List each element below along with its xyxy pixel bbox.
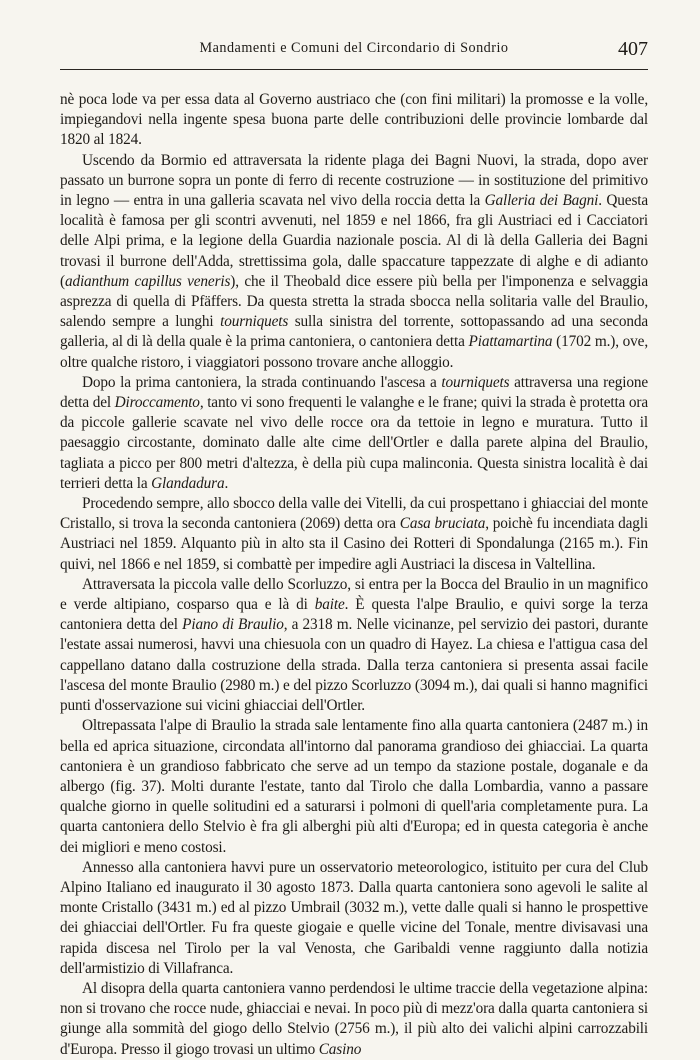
body-text: [60, 90, 648, 1060]
paragraph: [60, 494, 648, 575]
italic-term: tourniquets: [441, 373, 510, 391]
paragraph: [60, 858, 648, 979]
text-run: , tanto vi sono frequenti le valanghe e le frane; quivi la strada è protetta ora da piccole gallerie scavate nel vivo delle rocce ora da tettoie in legno e muratura. Tutto il paesaggio circostante, dominato dalle alte cime dell'Ortler e dalla parete alpina del Braulio, tagliata a picco per 800 metri d'altezza, è della più cupa malinconia. Questa sinistra località è dai terrieri detta la: [60, 394, 648, 492]
text-run: Annesso alla cantoniera havvi pure un osservatorio meteorologico, istituito per cura del Club Alpino Italiano ed inaugurato il 30 agosto 1873. Dalla quarta cantoniera sono agevoli le salite al monte Cristallo (3431 m.) ed al pizzo Umbrail (3032 m.), vette dalle quali si hanno le prospettive dei ghiacciai dell'Ortler. Fu fra queste giogaie e quelle vicine del Tonale, mentre divisavasi una rapida discesa nel Tirolo per la val Venosta, che Garibaldi venne raggiunto dalla notizia dell'armistizio di Villafranca.: [60, 858, 648, 977]
italic-term: adianthum capillus veneris: [64, 272, 231, 290]
text-run: Dopo la prima cantoniera, la strada continuando l'ascesa a: [82, 373, 442, 391]
italic-term: tourniquets: [220, 313, 289, 331]
text-run: Attraversata la piccola valle dello Scorluzzo, si entra per la Bocca del Braulio in un magnifico e verde altipiano, cosparso qua e là di: [60, 575, 648, 614]
page-header: [60, 38, 648, 62]
italic-term: Glandadura: [151, 474, 225, 492]
italic-term: Casino: [318, 1040, 362, 1058]
italic-term: baite: [314, 596, 345, 614]
italic-term: Casa bruciata: [399, 515, 486, 533]
italic-term: Galleria dei Bagni: [484, 192, 599, 210]
text-run: Oltrepassata l'alpe di Braulio la strada sale lentamente fino alla quarta cantoniera (2487 m.) in bella ed aprica situazione, circondata all'intorno dal panorama grandioso dei ghiacciai. La quarta cantoniera è un grandioso fabbricato che serve ad un tempo da stazione postale, doganale e da albergo (fig. 37). Molti durante l'estate, tanto dal Tirolo che dalla Lombardia, vanno a passare qualche giorno in quelle solitudini ed a saturarsi i polmoni di quell'aria completamente pura. La quarta cantoniera dello Stelvio è fra gli alberghi più alti d'Europa; ed in questa categoria è anche dei migliori e meno costosi.: [60, 717, 648, 856]
page-number: 407: [618, 38, 648, 60]
running-title: Mandamenti e Comuni del Circondario di Sondrio: [199, 40, 509, 56]
text-run: ), che il Theobald dice essere più bella per l'imponenza e selvaggia asprezza di quella di Pfäffers. Da questa stretta la strada sbocca nella solitaria valle del Braulio, salendo sempre a lunghi: [60, 272, 649, 331]
italic-term: Diroccamento: [114, 394, 200, 412]
text-run: . Questa località è famosa per gli scontri avvenuti, nel 1859 e nel 1866, fra gli Austriaci ed i Cacciatori delle Alpi prima, e la legione della Guardia nazionale poscia. Al di là della Galleria dei Bagni trovasi il burrone dell'Adda, strettissima gola, dalle spaccature tappezzate di alghe e di adianto (: [60, 192, 648, 290]
paragraph: [60, 979, 648, 1060]
text-run: , a 2318 m. Nelle vicinanze, pel servizio dei pastori, durante l'estate assai numerosi, havvi una chiesuola con un quadro di Hayez. La chiesa e l'attigua casa del cappellano datano dalla costruzione della strada. Dalla terza cantoniera si presenta assai facile l'ascesa del monte Braulio (2980 m.) e del pizzo Scorluzzo (3094 m.), dai quali si hanno magnifici punti d'osservazione sui vicini ghiacciai dell'Ortler.: [60, 616, 648, 715]
text-run: (1702 m.), ove, oltre qualche ristoro, i viaggiatori possono trovare anche alloggio.: [60, 333, 648, 371]
text-run: . È questa l'alpe Braulio, e quivi sorge la terza cantoniera detta del: [60, 596, 648, 634]
paragraph: [60, 716, 648, 857]
text-run: .: [224, 474, 229, 492]
text-run: Uscendo da Bormio ed attraversata la ridente plaga dei Bagni Nuovi, la strada, dopo aver passato un burrone sopra un ponte di ferro di recente costruzione — in sostituzione del primitivo in legno — entra in una galleria scavata nel vivo della roccia detta la: [60, 151, 648, 210]
text-run: , poichè fu incendiata dagli Austriaci nel 1859. Alquanto più in alto sta il Casino dei Rotteri di Spondalunga (2165 m.). Fin quivi, nel 1866 e nel 1859, si combattè per impedire agli Austriaci la discesa in Valtellina.: [60, 515, 648, 573]
paragraph: [60, 90, 648, 151]
text-run: sulla sinistra del torrente, sottopassando ad una seconda galleria, al di là della quale è la prima cantoniera, o cantoniera detta: [60, 313, 649, 351]
text-run: Al disopra della quarta cantoniera vanno perdendosi le ultime traccie della vegetazione alpina: non si trovano che rocce nude, ghiacciai e nevai. In poco più di mezz'ora dalla quarta cantoniera si giunge alla sommità del giogo dello Stelvio (2756 m.), il più alto dei valichi alpini carrozzabili d'Europa. Presso il giogo trovasi un ultimo: [60, 979, 648, 1058]
text-run: attraversa una regione detta del: [60, 373, 648, 412]
paragraph: [60, 151, 648, 373]
text-run: Procedendo sempre, allo sbocco della valle dei Vitelli, da cui prospettano i ghiacciai del monte Cristallo, si trova la seconda cantoniera (2069) detta ora: [60, 495, 648, 533]
header-rule: [60, 69, 648, 70]
paragraph: [60, 373, 648, 494]
italic-term: Piano di Braulio: [182, 616, 284, 634]
italic-term: Piattamartina: [468, 333, 553, 351]
paragraph: [60, 575, 648, 716]
text-run: nè poca lode va per essa data al Governo austriaco che (con fini militari) la promosse e la volle, impiegandovi nella ingente spesa buona parte delle contribuzioni delle provincie lombarde dal 1820 al 1824.: [60, 91, 648, 149]
